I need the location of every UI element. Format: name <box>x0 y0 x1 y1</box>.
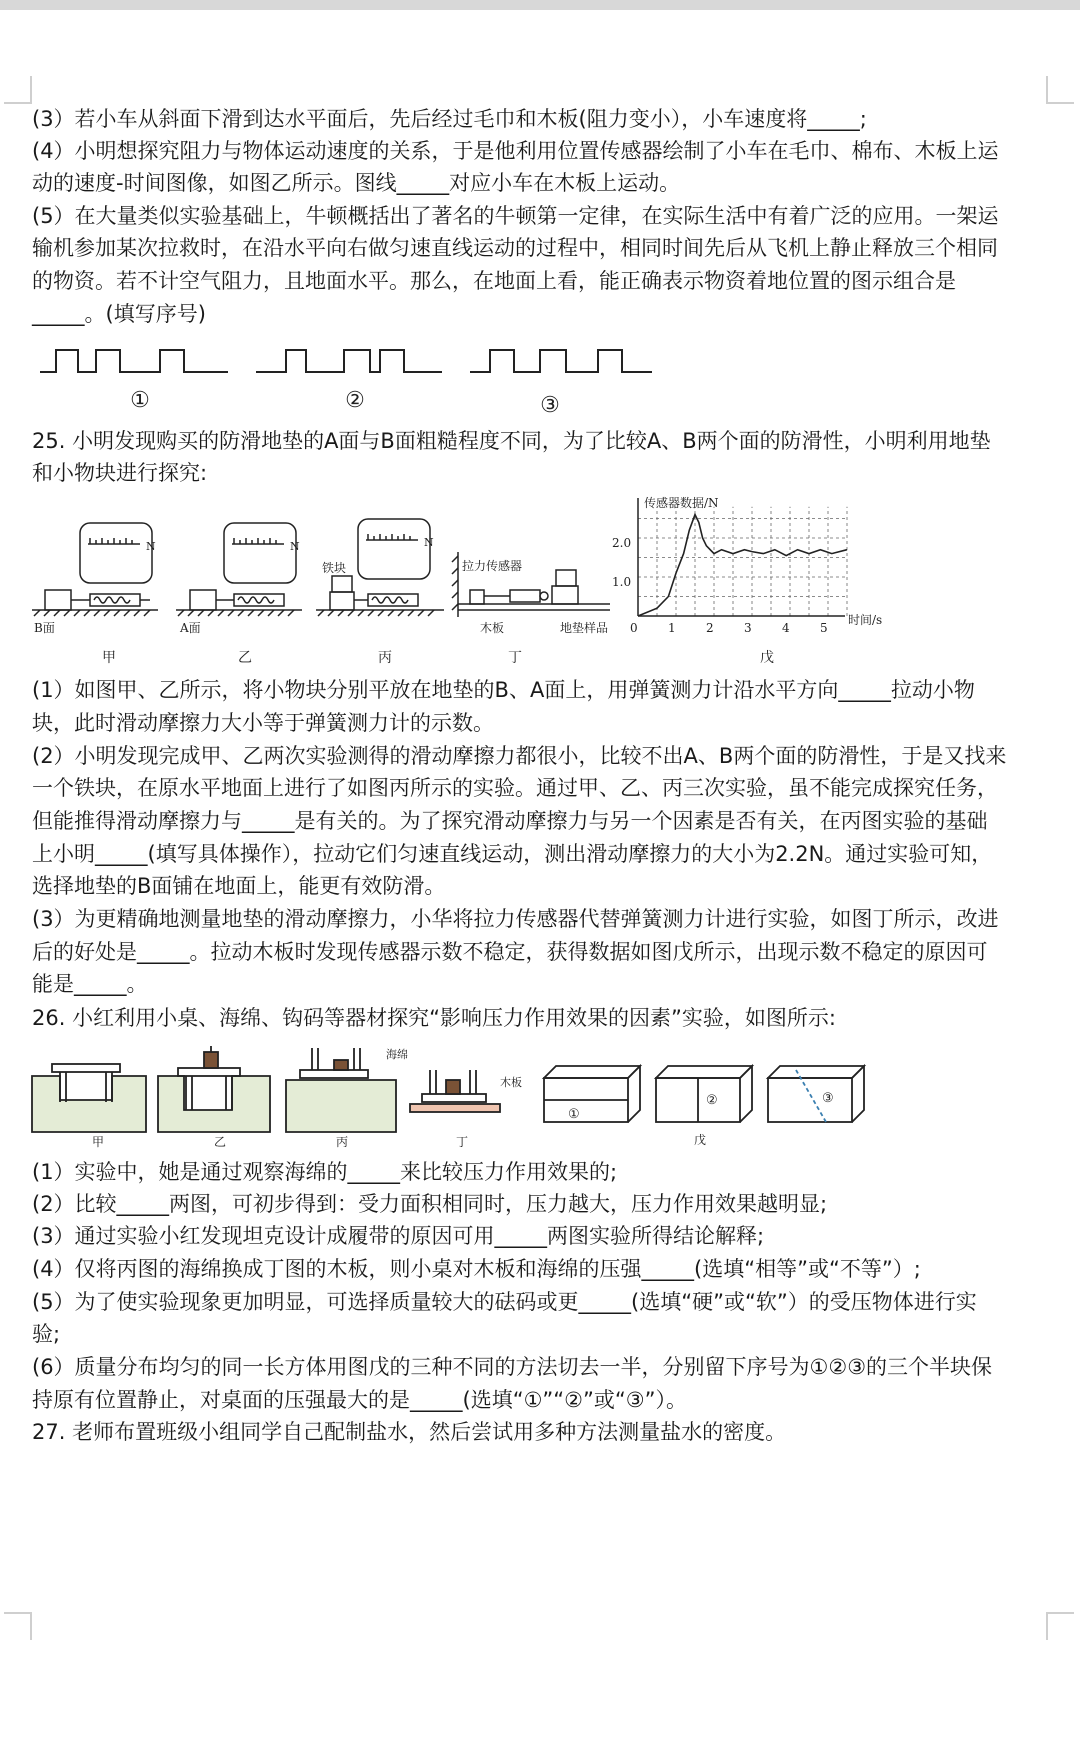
page-corner-mark <box>4 1612 32 1640</box>
figure-label-wu: 戊 <box>694 1133 707 1147</box>
option-label: ① <box>130 388 150 413</box>
sensor-data-chart <box>612 495 882 635</box>
page-corner-mark <box>1046 76 1074 104</box>
force-unit-mark: N <box>290 540 300 553</box>
q26-4-line: (4）仅将丙图的海绵换成丁图的木板，则小桌对木板和海绵的压强_____(选填“相等”或“不等”）; <box>32 1257 921 1281</box>
q24-5-line: _____。(填写序号) <box>32 302 206 326</box>
q24-5-line: 的物资。若不计空气阻力，且地面水平。那么，在地面上看，能正确表示物资着地位置的图示组合是 <box>32 269 956 293</box>
q26-5-line: (5）为了使实验现象更加明显，可选择质量较大的砝码或更_____(选填“硬”或“软”）的受压物体进行实 <box>32 1290 977 1314</box>
q25-3-line: 后的好处是_____。拉动木板时发现传感器示数不稳定，获得数据如图戊所示，出现示数不稳定的原因可 <box>32 940 988 964</box>
chart-xtick-label: 3 <box>744 621 752 635</box>
chart-xtick-label: 0 <box>630 621 638 635</box>
cut-label: ② <box>706 1093 718 1108</box>
b-face-label: B面 <box>34 621 55 635</box>
q25-stem: 25. 小明发现购买的防滑地垫的A面与B面粗糙程度不同，为了比较A、B两个面的防滑性，小明利用地垫 <box>32 429 991 453</box>
q24-4-line: 动的速度-时间图像，如图乙所示。图线_____对应小车在木板上运动。 <box>32 171 681 195</box>
page-corner-mark <box>1046 1612 1074 1640</box>
figure-label-bing: 丙 <box>378 650 392 666</box>
q25-2-line: 一个铁块，在原水平地面上进行了如图丙所示的实验。通过甲、乙、丙三次实验，虽不能完成探究任务， <box>32 776 998 800</box>
q26-stem: 26. 小红利用小桌、海绵、钩码等器材探究“影响压力作用效果的因素”实验，如图所示: <box>32 1006 836 1030</box>
q25-2-line: 上小明_____(填写具体操作），拉动它们匀速直线运动，测出滑动摩擦力的大小为2.2N。通过实验可知， <box>32 842 993 866</box>
chart-xtick-label: 2 <box>706 621 714 635</box>
figure-label-yi: 乙 <box>214 1135 227 1149</box>
figure-label-jia: 甲 <box>92 1135 105 1149</box>
q25-2-line: (2）小明发现完成甲、乙两次实验测得的滑动摩擦力都很小，比较不出A、B两个面的防滑性，于是又找来 <box>32 744 1007 768</box>
figure-label-ding: 丁 <box>456 1135 469 1149</box>
cut-label: ③ <box>822 1091 834 1106</box>
option-label: ③ <box>540 393 560 418</box>
q26-2-line: (2）比较_____两图，可初步得到：受力面积相同时，压力越大，压力作用效果越明显; <box>32 1192 828 1216</box>
board-label: 木板 <box>480 621 505 635</box>
chart-xtick-label: 5 <box>820 621 828 635</box>
a-face-label: A面 <box>180 621 201 635</box>
q26-3-line: (3）通过实验小红发现坦克设计成履带的原因可用_____两图实验所得结论解释; <box>32 1224 765 1248</box>
q25-stem: 和小物块进行探究: <box>32 461 208 485</box>
drop-position-figure <box>0 340 700 420</box>
chart-series-line <box>638 515 847 616</box>
pressure-experiment-figure <box>0 1040 1080 1150</box>
q24-4-line: (4）小明想探究阻力与物体运动速度的关系，于是他利用位置传感器绘制了小车在毛巾、棉布、木板上运 <box>32 139 999 163</box>
cut-label: ① <box>568 1107 580 1122</box>
q24-3-line: (3）若小车从斜面下滑到达水平面后，先后经过毛巾和木板(阻力变小），小车速度将_____; <box>32 107 867 131</box>
page-corner-mark <box>4 76 32 104</box>
chart-ytick-label: 1.0 <box>612 575 632 589</box>
iron-block-label: 铁块 <box>322 561 347 575</box>
q25-2-line: 但能推得滑动摩擦力与_____是有关的。为了探究滑动摩擦力与另一个因素是否有关，在丙图实验的基础 <box>32 809 988 833</box>
force-unit-mark: N <box>424 536 434 549</box>
top-scrollbar <box>0 0 1080 10</box>
q25-1-line: 块，此时滑动摩擦力大小等于弹簧测力计的示数。 <box>32 711 494 735</box>
q25-1-line: (1）如图甲、乙所示，将小物块分别平放在地垫的B、A面上，用弹簧测力计沿水平方向_____拉动小物 <box>32 678 975 702</box>
figure-label-bing: 丙 <box>336 1135 349 1149</box>
force-unit-mark: N <box>146 540 156 553</box>
q24-5-line: (5）在大量类似实验基础上，牛顿概括出了著名的牛顿第一定律，在实际生活中有着广泛的应用。一架运 <box>32 204 999 228</box>
q24-5-line: 输机参加某次拉救时，在沿水平向右做匀速直线运动的过程中，相同时间先后从飞机上静止释放三个相同 <box>32 236 998 260</box>
chart-xtick-label: 1 <box>668 621 676 635</box>
q27-stem: 27. 老师布置班级小组同学自己配制盐水，然后尝试用多种方法测量盐水的密度。 <box>32 1420 787 1444</box>
figure-label-yi: 乙 <box>238 650 252 666</box>
chart-ytick-label: 2.0 <box>612 536 632 550</box>
friction-experiment-figure <box>0 492 1080 672</box>
q25-3-line: 能是_____。 <box>32 972 148 996</box>
q25-3-line: (3）为更精确地测量地垫的滑动摩擦力，小华将拉力传感器代替弹簧测力计进行实验，如图丁所示，改进 <box>32 907 999 931</box>
figure-label-ding: 丁 <box>508 650 522 666</box>
chart-xlabel: 时间/s <box>848 613 883 627</box>
q26-6-line: 持原有位置静止，对桌面的压强最大的是_____(选填“①”“②”或“③”）。 <box>32 1388 687 1412</box>
q26-5-line: 验; <box>32 1322 61 1346</box>
q26-6-line: (6）质量分布均匀的同一长方体用图戊的三种不同的方法切去一半，分别留下序号为①②③的三个半块保 <box>32 1355 993 1379</box>
q26-1-line: (1）实验中，她是通过观察海绵的_____来比较压力作用效果的; <box>32 1160 618 1184</box>
figure-label-wu: 戊 <box>760 650 774 666</box>
mat-sample-label: 地垫样品 <box>560 621 609 635</box>
chart-xtick-label: 4 <box>782 621 790 635</box>
q25-2-line: 选择地垫的B面铺在地面上，能更有效防滑。 <box>32 874 446 898</box>
sensor-label: 拉力传感器 <box>462 559 523 573</box>
figure-label-jia: 甲 <box>102 650 116 666</box>
chart-ylabel: 传感器数据/N <box>644 496 719 510</box>
board-label: 木板 <box>500 1076 522 1089</box>
option-label: ② <box>345 388 365 413</box>
sponge-label: 海绵 <box>386 1048 408 1061</box>
